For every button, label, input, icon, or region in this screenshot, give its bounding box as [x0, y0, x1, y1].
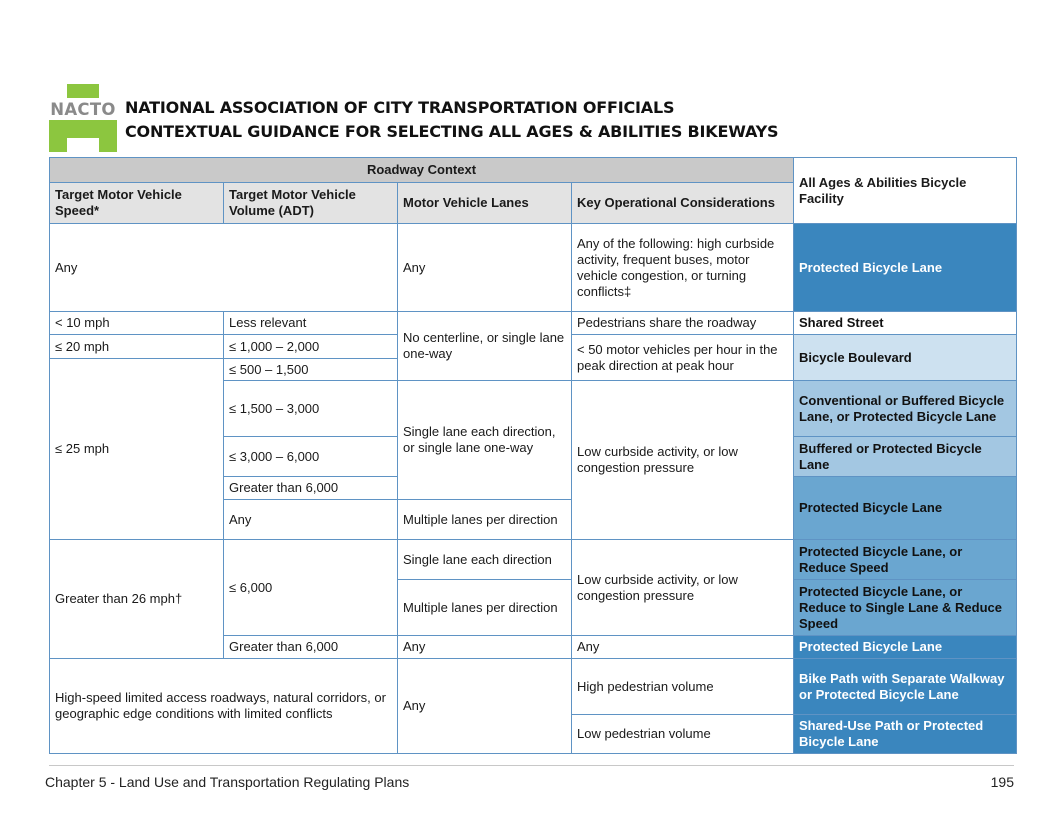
table-row — [50, 312, 1017, 335]
cell-lanes: Single lane each direction — [398, 540, 572, 580]
cell-lanes: Any — [398, 224, 572, 312]
considerations-column-header: Key Operational Considerations — [572, 183, 794, 224]
cell-speed-volume: High-speed limited access roadways, natural corridors, or geographic edge conditions with limited conflicts — [50, 659, 398, 754]
cell-facility: Protected Bicycle Lane — [794, 636, 1017, 659]
cell-volume: ≤ 3,000 – 6,000 — [224, 437, 398, 477]
cell-facility: Protected Bicycle Lane, or Reduce to Single Lane & Reduce Speed — [794, 580, 1017, 636]
cell-volume: ≤ 1,000 – 2,000 — [224, 335, 398, 359]
cell-volume: Any — [224, 500, 398, 540]
cell-considerations: < 50 motor vehicles per hour in the peak direction at peak hour — [572, 335, 794, 381]
volume-column-header: Target Motor Vehicle Volume (ADT) — [224, 183, 398, 224]
cell-considerations: Low curbside activity, or low congestion pressure — [572, 540, 794, 636]
title-line-2: CONTEXTUAL GUIDANCE FOR SELECTING ALL AGES & ABILITIES BIKEWAYS — [125, 122, 779, 141]
cell-facility: Conventional or Buffered Bicycle Lane, or Protected Bicycle Lane — [794, 381, 1017, 437]
nacto-logo — [49, 84, 117, 152]
cell-considerations: Low curbside activity, or low congestion pressure — [572, 381, 794, 540]
cell-lanes: Any — [398, 636, 572, 659]
footer-chapter: Chapter 5 - Land Use and Transportation Regulating Plans — [45, 774, 410, 790]
cell-speed: < 10 mph — [50, 312, 224, 335]
cell-volume: ≤ 1,500 – 3,000 — [224, 381, 398, 437]
group-header-row — [50, 158, 1017, 183]
speed-column-header: Target Motor Vehicle Speed* — [50, 183, 224, 224]
bikeway-selection-table — [49, 157, 1017, 754]
cell-speed: Greater than 26 mph† — [50, 540, 224, 659]
cell-facility: Protected Bicycle Lane — [794, 224, 1017, 312]
table-row — [50, 540, 1017, 580]
cell-facility: Bike Path with Separate Walkway or Protected Bicycle Lane — [794, 659, 1017, 715]
footer-divider — [49, 765, 1014, 766]
cell-facility: Buffered or Protected Bicycle Lane — [794, 437, 1017, 477]
cell-facility: Protected Bicycle Lane, or Reduce Speed — [794, 540, 1017, 580]
cell-volume: Less relevant — [224, 312, 398, 335]
cell-speed-volume: Any — [50, 224, 398, 312]
cell-lanes: Any — [398, 659, 572, 754]
cell-volume: Greater than 6,000 — [224, 636, 398, 659]
cell-considerations: Pedestrians share the roadway — [572, 312, 794, 335]
cell-volume: Greater than 6,000 — [224, 477, 398, 500]
cell-facility: Shared Street — [794, 312, 1017, 335]
facility-column-header: All Ages & Abilities Bicycle Facility — [794, 158, 1017, 224]
cell-lanes: Multiple lanes per direction — [398, 580, 572, 636]
cell-lanes: No centerline, or single lane one-way — [398, 312, 572, 381]
table-row — [50, 659, 1017, 715]
cell-considerations: High pedestrian volume — [572, 659, 794, 715]
table-row — [50, 224, 1017, 312]
page-number: 195 — [990, 774, 1014, 790]
roadway-context-header: Roadway Context — [50, 158, 794, 183]
cell-considerations: Low pedestrian volume — [572, 715, 794, 754]
cell-lanes: Single lane each direction, or single lane one-way — [398, 381, 572, 500]
cell-speed: ≤ 25 mph — [50, 359, 224, 540]
cell-volume: ≤ 500 – 1,500 — [224, 359, 398, 381]
logo-text: NACTO — [50, 100, 116, 119]
cell-considerations: Any of the following: high curbside activity, frequent buses, motor vehicle congestion, or turning conflicts‡ — [572, 224, 794, 312]
cell-facility: Protected Bicycle Lane — [794, 477, 1017, 540]
lanes-column-header: Motor Vehicle Lanes — [398, 183, 572, 224]
cell-volume: ≤ 6,000 — [224, 540, 398, 636]
title-line-1: NATIONAL ASSOCIATION OF CITY TRANSPORTATION OFFICIALS — [125, 98, 675, 117]
cell-facility: Bicycle Boulevard — [794, 335, 1017, 381]
cell-speed: ≤ 20 mph — [50, 335, 224, 359]
page-title — [125, 96, 778, 144]
cell-lanes: Multiple lanes per direction — [398, 500, 572, 540]
cell-facility: Shared-Use Path or Protected Bicycle Lane — [794, 715, 1017, 754]
cell-considerations: Any — [572, 636, 794, 659]
